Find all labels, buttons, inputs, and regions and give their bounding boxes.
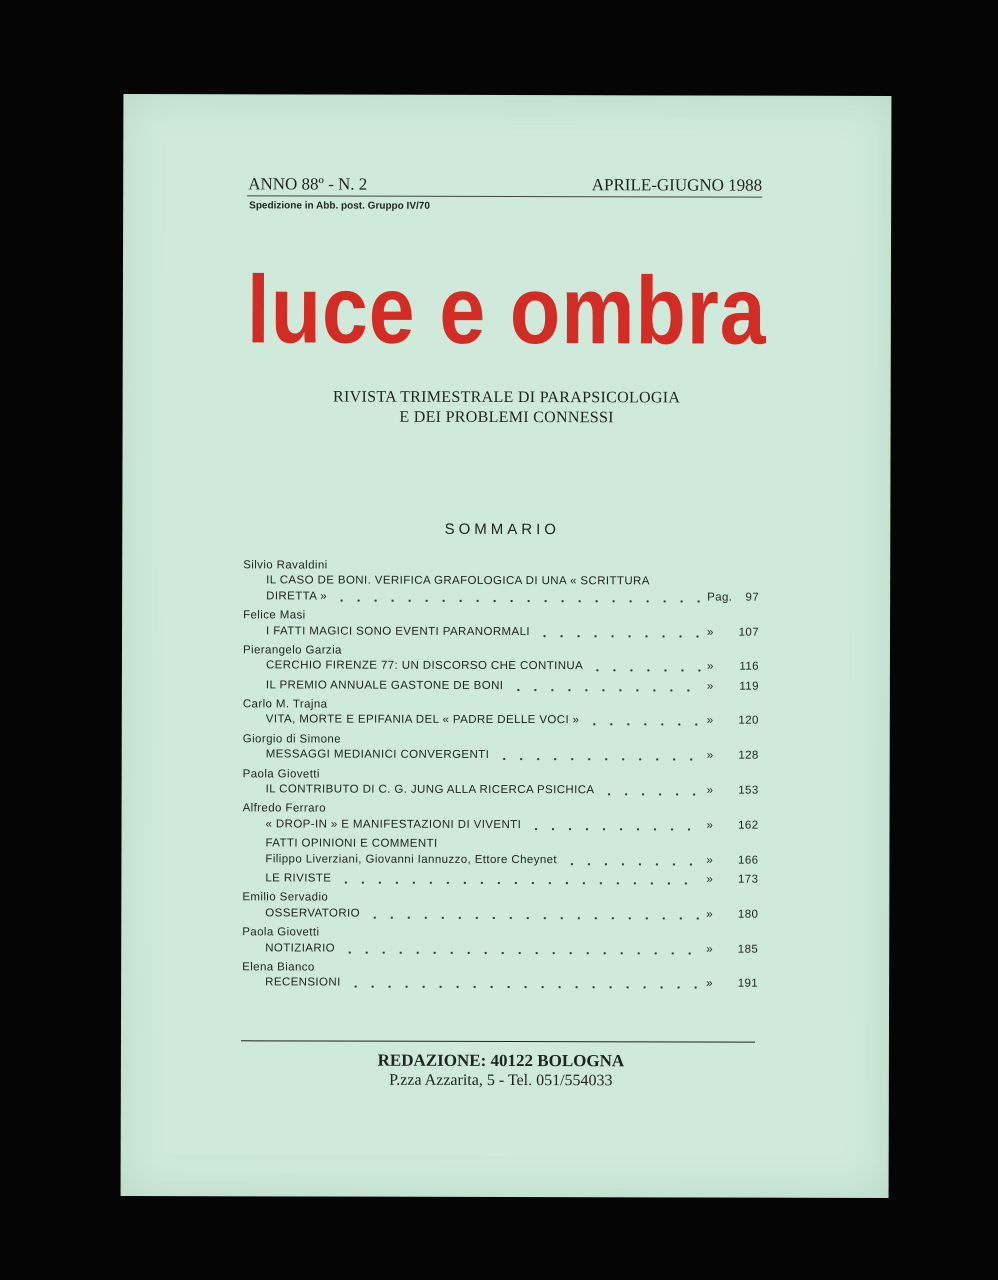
toc-entry — [243, 697, 759, 729]
toc-entry — [242, 871, 758, 888]
toc-title-line — [243, 589, 759, 606]
dot-leader — [366, 906, 700, 922]
page-number: 97 — [745, 591, 760, 604]
toc-author: Elena Bianco — [242, 961, 315, 974]
footer-rule — [241, 1040, 755, 1042]
toc-title: LE RIVISTE — [265, 872, 332, 885]
page-marker: » — [706, 660, 714, 673]
header-rule — [247, 195, 762, 197]
toc-author: Alfredo Ferraro — [242, 802, 326, 815]
toc-title: IL PREMIO ANNUALE GASTONE DE BONI — [265, 679, 504, 692]
page-marker: » — [706, 873, 714, 886]
issue-number: ANNO 88º - N. 2 — [248, 174, 368, 194]
toc-title: VITA, MORTE E EPIFANIA DEL « PADRE DELLE VOCI » — [265, 713, 580, 727]
page-marker: » — [706, 715, 714, 728]
dot-leader — [600, 783, 700, 799]
page-number: 185 — [737, 943, 759, 956]
page-number: 173 — [737, 873, 759, 886]
page-number: 180 — [737, 908, 759, 921]
page-number: 128 — [738, 749, 759, 762]
magazine-title: luce e ombra — [246, 256, 767, 365]
page-marker: » — [706, 749, 714, 762]
toc-author: Paola Giovetti — [242, 767, 320, 781]
toc-title-line — [243, 659, 759, 676]
page-marker: » — [707, 626, 714, 639]
toc-author: Silvio Ravaldini — [243, 559, 328, 572]
page-number: 119 — [739, 680, 759, 693]
toc-entry — [242, 925, 758, 957]
toc-title: OSSERVATORIO — [265, 907, 361, 920]
toc-title: Filippo Liverziani, Giovanni Iannuzzo, Ettore Cheynet — [265, 853, 558, 866]
toc-author: Pierangelo Garzia — [242, 644, 342, 657]
page-number: 162 — [738, 819, 759, 832]
toc-title: RECENSIONI — [265, 976, 341, 989]
page-marker: » — [706, 819, 714, 832]
page-marker: » — [706, 908, 714, 921]
toc-title-line — [242, 871, 758, 888]
dot-leader — [527, 818, 700, 834]
toc-title: DIRETTA » — [266, 590, 328, 603]
magazine-cover — [121, 94, 892, 1198]
subtitle-line: E DEI PROBLEMI CONNESSI — [399, 408, 614, 427]
page-number: 191 — [737, 977, 759, 991]
toc-title-line — [243, 713, 759, 730]
toc-title: CERCHIO FIRENZE 77: UN DISCORSO CHE CONTINUA — [265, 659, 584, 673]
subtitle-line: RIVISTA TRIMESTRALE DI PARAPSICOLOGIA — [333, 388, 681, 407]
page-number: 107 — [738, 626, 760, 639]
dot-leader — [585, 714, 700, 730]
toc-author: Emilio Servadio — [242, 891, 329, 904]
toc-author: Felice Masi — [243, 609, 306, 622]
toc-title: IL CONTRIBUTO DI C. G. JUNG ALLA RICERCA PSICHICA — [265, 783, 595, 797]
toc-entry — [242, 891, 758, 923]
toc-title-line — [242, 941, 758, 958]
contents-heading: SOMMARIO — [444, 520, 560, 539]
toc-entry — [243, 767, 759, 799]
page-marker: » — [706, 854, 714, 867]
toc-author: Paola Giovetti — [242, 926, 320, 939]
toc-title: I FATTI MAGICI SONO EVENTI PARANORMALI — [266, 624, 531, 638]
magazine-subtitle — [123, 387, 891, 429]
dot-leader — [495, 748, 701, 764]
toc-title-line — [243, 678, 759, 695]
page-marker: » — [706, 943, 714, 956]
toc-entry — [243, 802, 759, 834]
editorial-office: REDAZIONE: 40122 BOLOGNA — [377, 1050, 625, 1071]
toc-entry — [242, 960, 758, 992]
dot-leader — [341, 941, 700, 957]
toc-title: NOTIZIARIO — [265, 941, 336, 955]
page-marker: » — [706, 784, 714, 797]
toc-title-line — [242, 852, 758, 869]
dot-leader — [589, 660, 701, 676]
toc-title-line — [242, 906, 758, 923]
page-number: 120 — [738, 715, 759, 728]
toc-entry — [242, 836, 758, 868]
toc-title: MESSAGGI MEDIANICI CONVERGENTI — [265, 748, 490, 762]
toc-entry — [243, 558, 759, 606]
dot-leader — [563, 853, 700, 869]
dot-leader — [337, 872, 700, 888]
page-number: 116 — [739, 661, 759, 674]
issue-date: APRILE-GIUGNO 1988 — [591, 175, 763, 195]
toc-title-line — [243, 817, 759, 834]
toc-entry — [243, 608, 759, 640]
toc-title: FATTI OPINIONI E COMMENTI — [265, 837, 438, 850]
toc-title-line — [242, 976, 758, 993]
toc-entry — [243, 678, 759, 695]
toc-title: « DROP-IN » E MANIFESTAZIONI DI VIVENTI — [265, 818, 522, 831]
toc-title: IL CASO DE BONI. VERIFICA GRAFOLOGICA DI UNA « SCRITTURA — [266, 574, 650, 588]
toc-title-line — [242, 836, 758, 853]
toc-title-line — [243, 748, 759, 765]
page-number: 153 — [738, 784, 759, 797]
postal-note: Spedizione in Abb. post. Gruppo IV/70 — [249, 200, 430, 212]
dot-leader — [509, 679, 701, 695]
page-marker: » — [706, 977, 713, 990]
toc-title-line — [243, 574, 759, 591]
toc-author: Giorgio di Simone — [242, 733, 341, 746]
page-number: 166 — [738, 854, 759, 867]
table-of-contents — [242, 554, 759, 992]
dot-leader — [536, 625, 701, 641]
dot-leader — [333, 589, 701, 605]
page-marker: Pag. — [707, 591, 733, 604]
page-marker: » — [706, 680, 714, 693]
toc-entry — [243, 643, 759, 675]
editorial-address: P.zza Azzarita, 5 - Tel. 051/554033 — [389, 1071, 613, 1090]
toc-title-line — [243, 624, 759, 641]
toc-entry — [243, 732, 759, 764]
toc-author: Carlo M. Trajna — [242, 698, 328, 711]
dot-leader — [347, 976, 700, 992]
toc-title-line — [243, 782, 759, 799]
